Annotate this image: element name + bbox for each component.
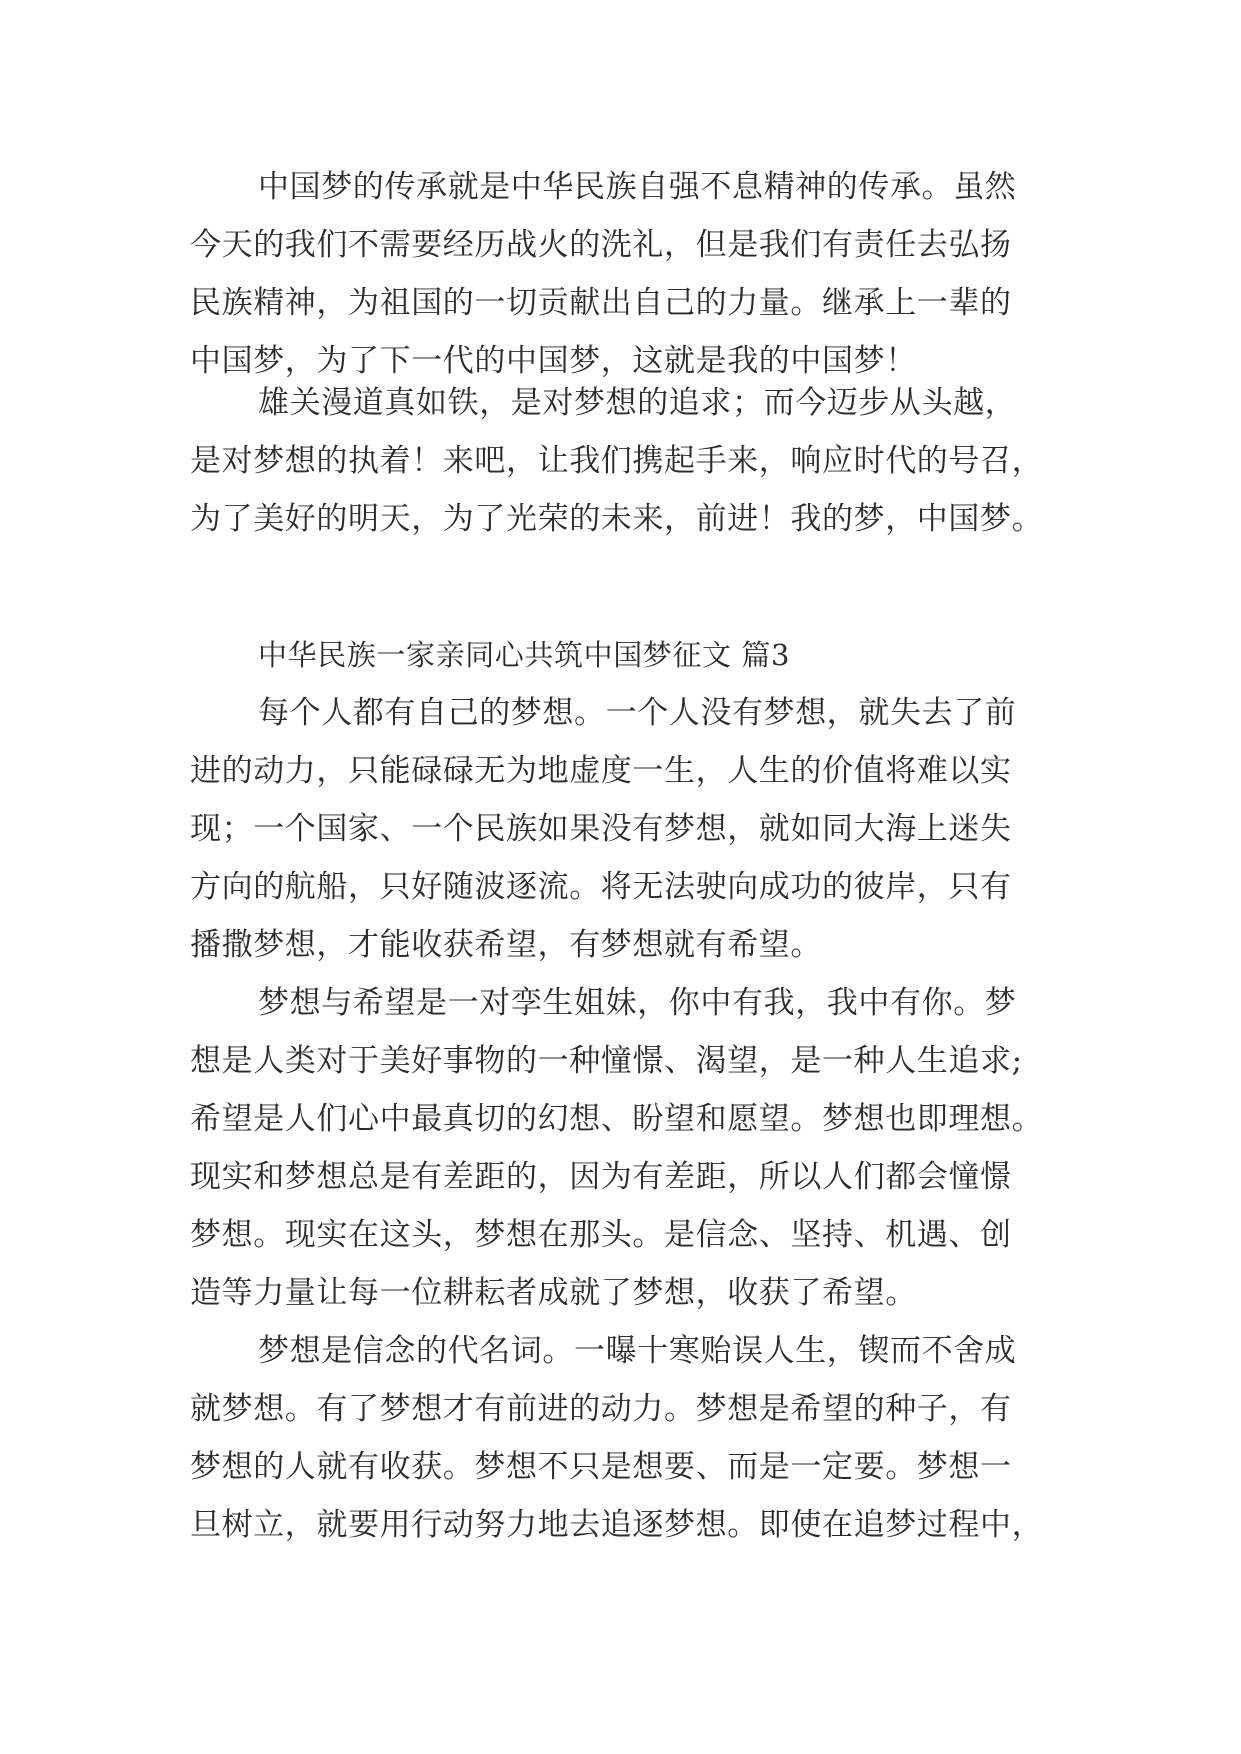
text-line: 民族精神，为祖国的一切贡献出自己的力量。继承上一辈的: [190, 285, 1012, 321]
text-line: 旦树立，就要用行动努力地去追逐梦想。即使在追梦过程中，: [190, 1507, 1044, 1543]
text-line: 每个人都有自己的梦想。一个人没有梦想，就失去了前: [258, 695, 1017, 731]
text-line: 梦想。现实在这头，梦想在那头。是信念、坚持、机遇、创: [190, 1217, 1012, 1253]
text-line: 现；一个国家、一个民族如果没有梦想，就如同大海上迷失: [190, 811, 1012, 847]
text-line: 希望是人们心中最真切的幻想、盼望和愿望。梦想也即理想。: [190, 1101, 1044, 1137]
paragraph: [190, 974, 1070, 1322]
text-line: 为了美好的明天，为了光荣的未来，前进！我的梦，中国梦。: [190, 501, 1044, 537]
paragraph: [190, 684, 1070, 974]
text-line: 进的动力，只能碌碌无为地虚度一生，人生的价值将难以实: [190, 753, 1012, 789]
text-line: 梦想是信念的代名词。一曝十寒贻误人生，锲而不舍成: [258, 1333, 1017, 1369]
paragraph: [190, 1322, 1070, 1554]
section-heading: [190, 626, 1070, 684]
text-line: 现实和梦想总是有差距的，因为有差距，所以人们都会憧憬: [190, 1159, 1012, 1195]
text-line: 想是人类对于美好事物的一种憧憬、渴望，是一种人生追求;: [190, 1043, 1023, 1079]
text-line: 播撒梦想，才能收获希望，有梦想就有希望。: [190, 927, 822, 963]
paragraph: [190, 374, 1070, 548]
paragraph: [190, 158, 1070, 390]
text-line: 是对梦想的执着！来吧，让我们携起手来，响应时代的号召，: [190, 443, 1044, 479]
heading-text: 中华民族一家亲同心共筑中国梦征文 篇3: [258, 638, 791, 672]
text-line: 中国梦，为了下一代的中国梦，这就是我的中国梦！: [190, 343, 917, 379]
text-line: 今天的我们不需要经历战火的洗礼，但是我们有责任去弘扬: [190, 227, 1012, 263]
text-line: 梦想与希望是一对孪生姐妹，你中有我，我中有你。梦: [258, 985, 1017, 1021]
text-line: 中国梦的传承就是中华民族自强不息精神的传承。虽然: [258, 169, 1017, 205]
text-line: 就梦想。有了梦想才有前进的动力。梦想是希望的种子，有: [190, 1391, 1012, 1427]
text-line: 造等力量让每一位耕耘者成就了梦想，收获了希望。: [190, 1275, 917, 1311]
text-line: 雄关漫道真如铁，是对梦想的追求；而今迈步从头越，: [258, 385, 1017, 421]
text-line: 方向的航船，只好随波逐流。将无法驶向成功的彼岸，只有: [190, 869, 1012, 905]
text-line: 梦想的人就有收获。梦想不只是想要、而是一定要。梦想一: [190, 1449, 1012, 1485]
